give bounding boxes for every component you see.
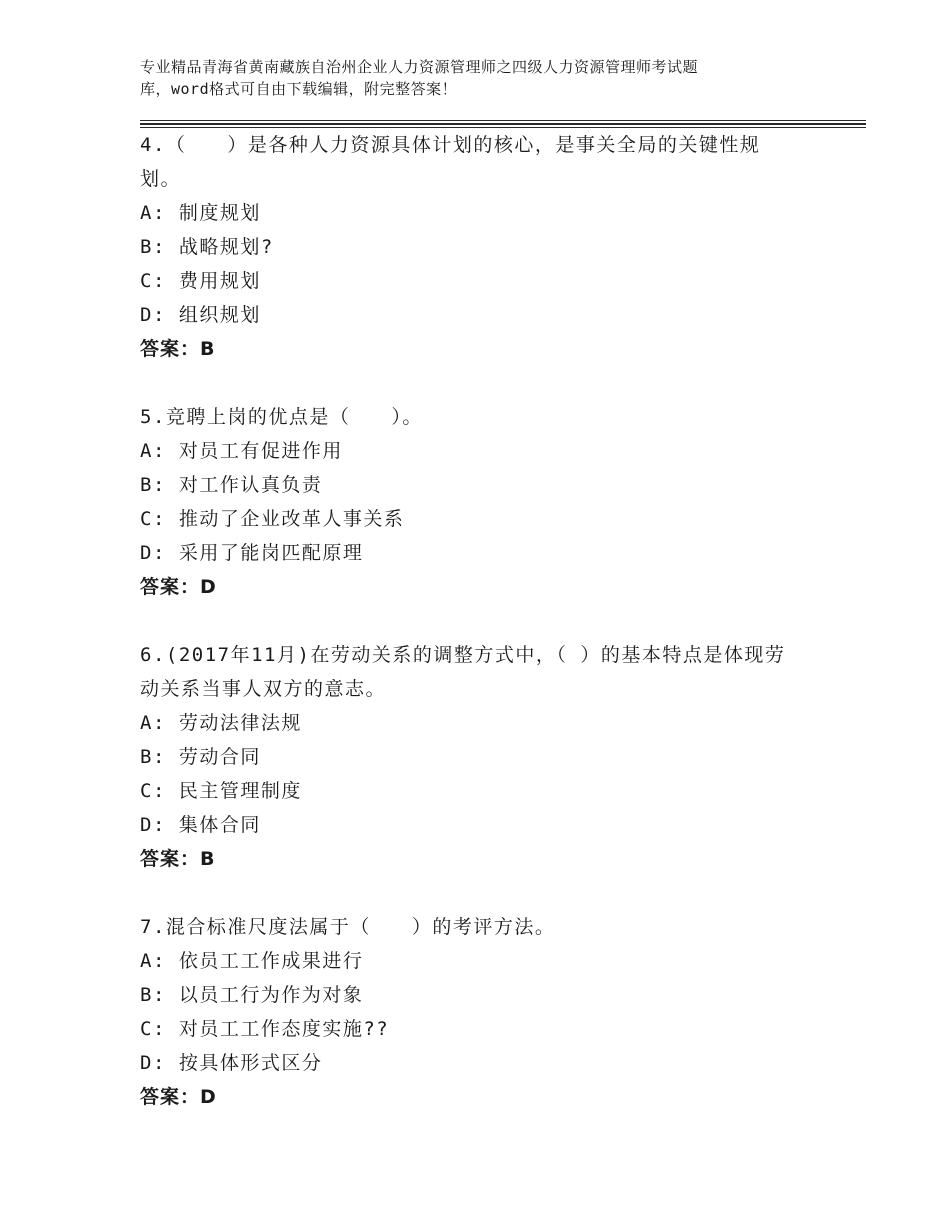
question-6 (140, 638, 840, 876)
option-c: C: 民主管理制度 (140, 780, 302, 802)
header-rule-middle (140, 123, 866, 125)
document-header (140, 56, 840, 100)
question-list (140, 128, 840, 1148)
option-c: C: 费用规划 (140, 270, 261, 292)
question-4 (140, 128, 840, 366)
question-stem: 6.(2017年11月)在劳动关系的调整方式中，（ ）的基本特点是体现劳动关系当事人双方的意志。 (140, 644, 786, 700)
option-c: C: 对员工工作态度实施?? (140, 1018, 390, 1040)
option-a: A: 对员工有促进作用 (140, 440, 343, 462)
option-b: B: 对工作认真负责 (140, 474, 323, 496)
option-a: A: 劳动法律法规 (140, 712, 302, 734)
question-5 (140, 400, 840, 604)
option-b: B: 劳动合同 (140, 746, 261, 768)
option-d: D: 按具体形式区分 (140, 1052, 323, 1074)
answer-line: 答案：D (140, 1086, 217, 1108)
question-stem: 7.混合标准尺度法属于（ ）的考评方法。 (140, 916, 556, 938)
answer-line: 答案：D (140, 576, 217, 598)
option-b: B: 战略规划? (140, 236, 274, 258)
option-d: D: 组织规划 (140, 304, 261, 326)
option-a: A: 制度规划 (140, 202, 261, 224)
answer-line: 答案：B (140, 338, 216, 360)
question-stem: 5.竞聘上岗的优点是（ ）。 (140, 406, 423, 428)
question-7 (140, 910, 840, 1114)
header-line-1: 专业精品青海省黄南藏族自治州企业人力资源管理师之四级人力资源管理师考试题 (140, 58, 699, 76)
question-stem: 4.（ ）是各种人力资源具体计划的核心，是事关全局的关键性规划。 (140, 134, 761, 190)
option-c: C: 推动了企业改革人事关系 (140, 508, 405, 530)
option-a: A: 依员工工作成果进行 (140, 950, 364, 972)
header-rule-top (140, 120, 866, 121)
option-b: B: 以员工行为作为对象 (140, 984, 364, 1006)
answer-line: 答案：B (140, 848, 216, 870)
header-line-2: 库，word格式可自由下载编辑，附完整答案！ (140, 80, 458, 98)
option-d: D: 集体合同 (140, 814, 261, 836)
option-d: D: 采用了能岗匹配原理 (140, 542, 364, 564)
